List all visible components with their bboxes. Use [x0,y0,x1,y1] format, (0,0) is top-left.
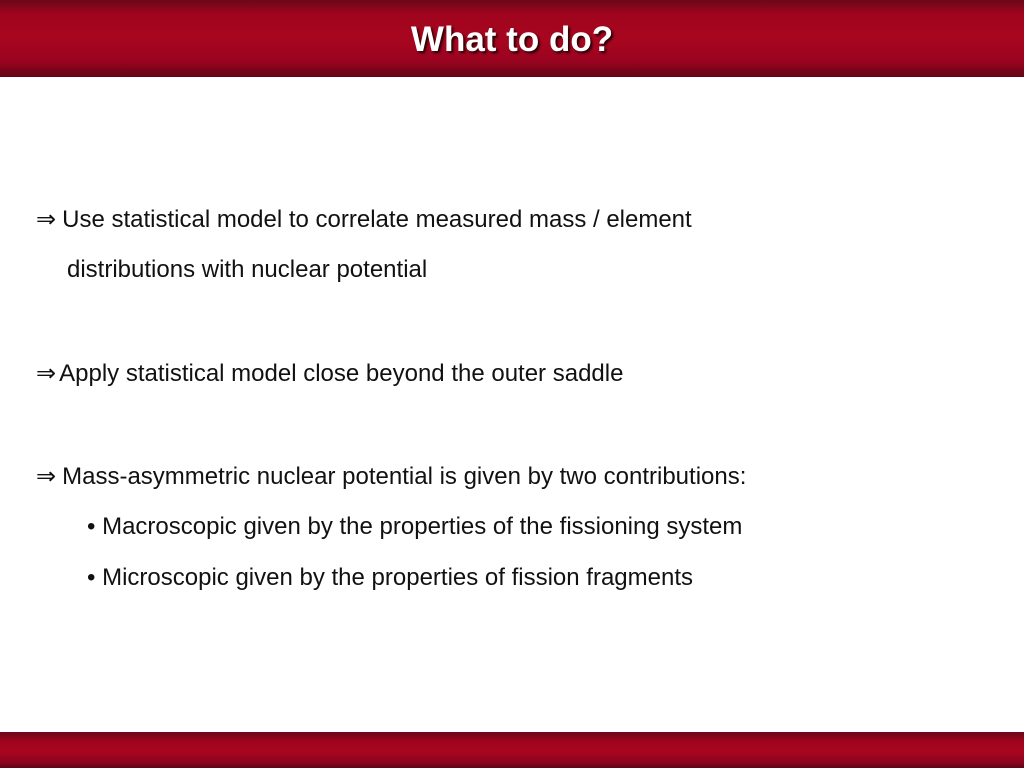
item-1-text-1: Use statistical model to correlate measured mass / element [62,206,692,233]
item-3-line-1 [36,461,746,492]
item-1-line-2: distributions with nuclear potential [67,256,428,283]
implies-arrow-icon: ⇒ [36,462,57,490]
implies-arrow-icon: ⇒ [36,205,57,233]
slide-title: What to do? [410,20,614,59]
item-1-line-1 [36,204,692,235]
footer-bar [0,732,1024,768]
sub-bullet-2-text: Microscopic given by the properties of fission fragments [102,564,694,591]
sub-bullet-1 [87,512,742,542]
item-3-text-1: Mass-asymmetric nuclear potential is given by two contributions: [62,463,747,490]
item-2-text-1: Apply statistical model close beyond the outer saddle [59,360,624,387]
bullet-icon: • [87,564,96,591]
implies-arrow-icon: ⇒ [36,359,57,387]
sub-bullet-1-text: Macroscopic given by the properties of the fissioning system [102,513,743,540]
bullet-icon: • [87,513,96,540]
sub-bullet-2 [87,563,693,593]
item-2-line-1 [36,358,623,389]
